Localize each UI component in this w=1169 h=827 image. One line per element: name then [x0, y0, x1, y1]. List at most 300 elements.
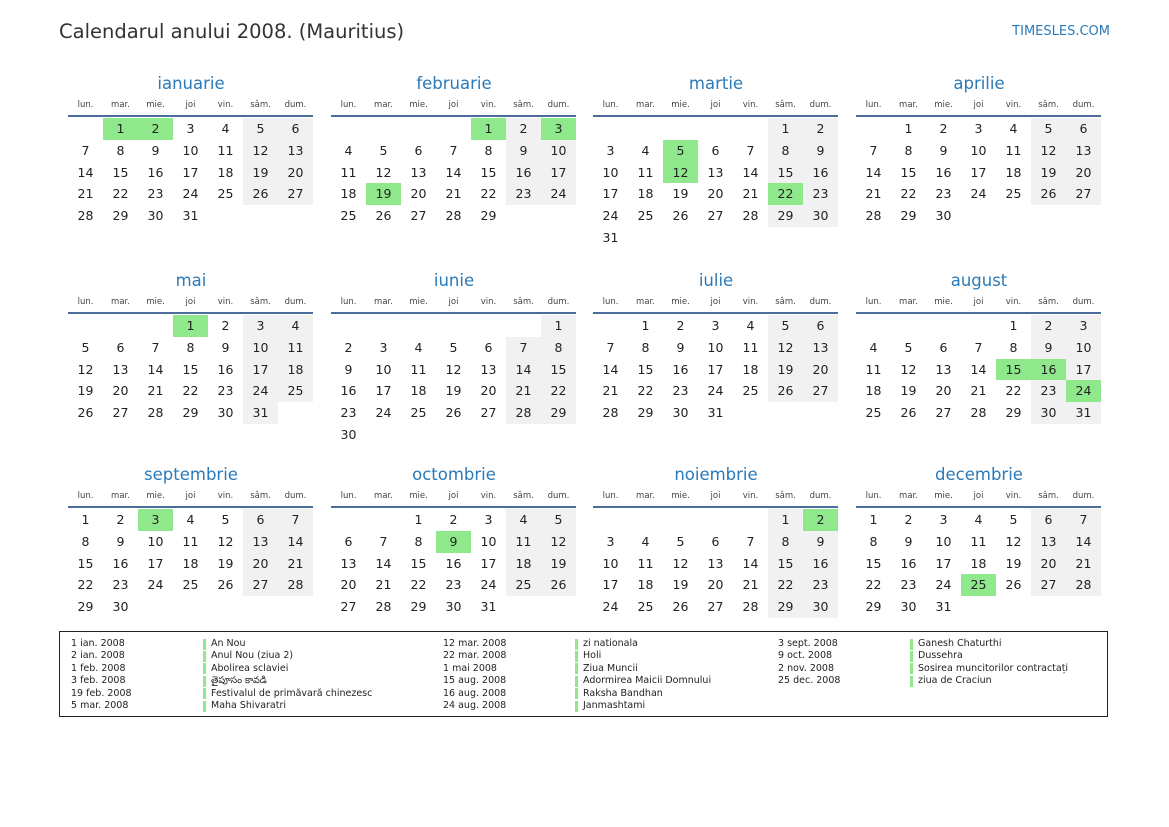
weekday-label: vin. — [1005, 100, 1022, 110]
week-row — [856, 315, 1102, 337]
day-cell: 16 — [340, 383, 357, 399]
month-name: ianuarie — [157, 74, 225, 93]
day-cell: 22 — [637, 383, 654, 399]
day-cell: 14 — [375, 555, 392, 571]
weekend-day-cell: 19 — [243, 162, 278, 184]
day-cell: 7 — [379, 533, 388, 549]
legend-column — [71, 638, 372, 712]
weekday-label: joi — [448, 297, 459, 307]
day-cell: 17 — [147, 555, 164, 571]
day-cell: 30 — [900, 599, 917, 615]
day-cell: 6 — [939, 339, 948, 355]
holiday-day-cell: 22 — [768, 183, 803, 205]
day-cell: 25 — [1005, 186, 1022, 202]
weekend-day-cell: 6 — [243, 509, 278, 531]
day-cell: 3 — [379, 339, 388, 355]
day-cell: 9 — [939, 142, 948, 158]
empty-day-cell — [768, 402, 803, 424]
day-cell: 13 — [935, 361, 952, 377]
day-cell: 31 — [480, 599, 497, 615]
day-cell: 23 — [935, 186, 952, 202]
weekday-label: vin. — [742, 297, 759, 307]
week-row — [593, 402, 839, 424]
day-cell: 29 — [865, 599, 882, 615]
legend-item — [443, 700, 711, 712]
week-row — [68, 574, 314, 596]
day-cell: 31 — [935, 599, 952, 615]
empty-day-cell — [996, 205, 1031, 227]
day-cell: 27 — [340, 599, 357, 615]
week-row — [856, 140, 1102, 162]
day-cell: 4 — [746, 318, 755, 333]
day-cell: 16 — [445, 555, 462, 571]
day-cell: 19 — [445, 383, 462, 399]
day-cell: 11 — [637, 555, 654, 571]
week-row — [593, 315, 839, 337]
month-octombrie — [331, 463, 577, 618]
day-cell: 26 — [672, 208, 689, 224]
empty-day-cell — [856, 118, 891, 140]
month-name: decembrie — [935, 465, 1023, 484]
day-cell: 28 — [602, 405, 619, 421]
weekend-day-cell: 8 — [541, 337, 576, 359]
day-cell: 6 — [711, 533, 720, 549]
weekend-day-cell: 13 — [803, 337, 838, 359]
holiday-marker — [203, 701, 206, 712]
weekend-day-cell: 1 — [768, 118, 803, 140]
day-cell: 16 — [112, 555, 129, 571]
holiday-date: 3 sept. 2008 — [778, 638, 838, 649]
weekend-day-cell: 26 — [1031, 183, 1066, 205]
holiday-name: Ziua Muncii — [583, 662, 638, 674]
header-divider — [331, 115, 576, 117]
empty-day-cell — [663, 509, 698, 531]
empty-day-cell — [506, 205, 541, 227]
day-cell: 5 — [904, 339, 913, 355]
day-cell: 25 — [637, 599, 654, 615]
holiday-marker — [575, 651, 578, 662]
weekend-day-cell: 23 — [803, 574, 838, 596]
day-cell: 2 — [449, 512, 458, 527]
weekday-label: lun. — [865, 297, 882, 307]
day-cell: 25 — [637, 208, 654, 224]
month-name: aprilie — [953, 74, 1005, 93]
day-cell: 9 — [151, 142, 160, 158]
day-cell: 16 — [217, 361, 234, 377]
empty-day-cell — [698, 227, 733, 249]
holiday-name: ziua de Craciun — [918, 675, 992, 687]
day-cell: 14 — [147, 361, 164, 377]
empty-day-cell — [733, 509, 768, 531]
empty-day-cell — [733, 402, 768, 424]
weekend-day-cell: 10 — [541, 140, 576, 162]
day-cell: 10 — [970, 142, 987, 158]
week-row — [856, 574, 1102, 596]
day-cell: 7 — [869, 142, 878, 158]
weekend-day-cell: 17 — [1066, 359, 1101, 381]
holiday-date: 2 ian. 2008 — [71, 650, 125, 662]
weekend-day-cell: 23 — [803, 183, 838, 205]
day-cell: 7 — [81, 142, 90, 158]
empty-day-cell — [996, 596, 1031, 618]
day-cell: 7 — [746, 533, 755, 549]
holiday-day-cell: 1 — [103, 118, 138, 140]
weekend-day-cell: 5 — [1031, 118, 1066, 140]
day-cell: 30 — [112, 599, 129, 615]
day-cell: 14 — [865, 164, 882, 180]
holiday-day-cell: 9 — [436, 531, 471, 553]
day-cell: 24 — [147, 577, 164, 593]
day-cell: 20 — [707, 577, 724, 593]
weekend-day-cell: 6 — [803, 315, 838, 337]
day-cell: 13 — [707, 555, 724, 571]
day-cell: 20 — [112, 383, 129, 399]
weekday-label: dum. — [547, 491, 570, 501]
weekday-label: lun. — [340, 297, 357, 307]
day-cell: 26 — [900, 405, 917, 421]
weekday-label: mar. — [899, 297, 918, 307]
holiday-name: తైపూసం కావడి — [211, 675, 267, 687]
weekday-label: sâm. — [1038, 491, 1059, 501]
day-cell: 30 — [340, 426, 357, 442]
weekend-day-cell: 12 — [243, 140, 278, 162]
weekend-day-cell: 18 — [506, 553, 541, 575]
weekday-label: dum. — [547, 297, 570, 307]
weekday-label: mar. — [374, 100, 393, 110]
header-divider — [593, 115, 838, 117]
month-august — [856, 269, 1102, 424]
weekend-day-cell: 2 — [506, 118, 541, 140]
day-cell: 6 — [414, 142, 423, 158]
weekday-label: lun. — [602, 100, 619, 110]
weekday-label: mar. — [899, 100, 918, 110]
day-cell: 26 — [77, 405, 94, 421]
day-cell: 3 — [186, 121, 195, 136]
day-cell: 4 — [869, 339, 878, 355]
holiday-legend — [59, 631, 1108, 717]
week-row — [331, 402, 577, 424]
legend-item — [443, 688, 711, 700]
week-row — [593, 359, 839, 381]
weekend-day-cell: 16 — [803, 553, 838, 575]
day-cell: 31 — [602, 229, 619, 245]
week-row — [331, 531, 577, 553]
week-row — [856, 183, 1102, 205]
empty-day-cell — [768, 227, 803, 249]
header-divider — [593, 506, 838, 508]
weekend-day-cell: 14 — [1066, 531, 1101, 553]
day-cell: 7 — [449, 142, 458, 158]
day-cell: 4 — [186, 512, 195, 527]
empty-day-cell — [506, 315, 541, 337]
week-row — [68, 118, 314, 140]
month-martie — [593, 72, 839, 249]
day-cell: 17 — [480, 555, 497, 571]
legend-item — [71, 638, 372, 650]
day-cell: 3 — [974, 121, 983, 136]
site-link[interactable]: TIMESLES.COM — [1012, 24, 1110, 39]
weekend-day-cell: 27 — [803, 380, 838, 402]
holiday-day-cell: 3 — [541, 118, 576, 140]
weekday-header — [856, 97, 1102, 113]
weekend-day-cell: 17 — [243, 359, 278, 381]
legend-item — [778, 675, 1068, 687]
week-row — [593, 509, 839, 531]
weekend-day-cell: 13 — [1066, 140, 1101, 162]
day-cell: 7 — [606, 339, 615, 355]
day-cell: 6 — [484, 339, 493, 355]
day-cell: 5 — [81, 339, 90, 355]
weekday-label: dum. — [809, 100, 832, 110]
legend-item — [71, 700, 372, 712]
weekend-day-cell: 9 — [1031, 337, 1066, 359]
day-cell: 12 — [217, 533, 234, 549]
weekday-label: vin. — [742, 491, 759, 501]
day-cell: 1 — [904, 121, 913, 136]
holiday-day-cell: 2 — [138, 118, 173, 140]
legend-item — [71, 688, 372, 700]
empty-day-cell — [471, 315, 506, 337]
weekday-label: vin. — [1005, 297, 1022, 307]
empty-day-cell — [138, 315, 173, 337]
day-cell: 11 — [742, 339, 759, 355]
empty-day-cell — [331, 118, 366, 140]
day-cell: 25 — [217, 186, 234, 202]
day-cell: 25 — [865, 405, 882, 421]
day-cell: 17 — [602, 186, 619, 202]
day-cell: 31 — [707, 405, 724, 421]
empty-day-cell — [961, 596, 996, 618]
weekday-label: lun. — [340, 491, 357, 501]
empty-day-cell — [593, 509, 628, 531]
month-name: octombrie — [412, 465, 496, 484]
day-cell: 1 — [869, 512, 878, 527]
day-cell: 16 — [672, 361, 689, 377]
week-row — [856, 359, 1102, 381]
day-cell: 29 — [900, 208, 917, 224]
holiday-marker — [575, 676, 578, 687]
day-cell: 19 — [672, 186, 689, 202]
day-cell: 12 — [445, 361, 462, 377]
weekday-label: sâm. — [250, 491, 271, 501]
day-cell: 13 — [112, 361, 129, 377]
holiday-marker — [575, 688, 578, 699]
day-cell: 5 — [379, 142, 388, 158]
week-row — [68, 359, 314, 381]
weekend-day-cell: 19 — [768, 359, 803, 381]
week-row — [593, 574, 839, 596]
day-cell: 13 — [480, 361, 497, 377]
month-mai — [68, 269, 314, 424]
weekend-day-cell: 5 — [768, 315, 803, 337]
weekend-day-cell: 28 — [506, 402, 541, 424]
day-cell: 17 — [182, 164, 199, 180]
weekend-day-cell: 24 — [243, 380, 278, 402]
day-cell: 4 — [344, 142, 353, 158]
day-cell: 21 — [865, 186, 882, 202]
day-cell: 26 — [375, 208, 392, 224]
holiday-day-cell: 2 — [803, 509, 838, 531]
day-cell: 20 — [707, 186, 724, 202]
day-cell: 14 — [445, 164, 462, 180]
week-row — [593, 140, 839, 162]
weekday-label: mie. — [146, 100, 165, 110]
empty-day-cell — [733, 118, 768, 140]
empty-day-cell — [891, 315, 926, 337]
day-cell: 28 — [147, 405, 164, 421]
holiday-marker — [910, 651, 913, 662]
holiday-date: 16 aug. 2008 — [443, 687, 507, 699]
day-cell: 10 — [375, 361, 392, 377]
weekday-label: dum. — [547, 100, 570, 110]
weekday-header — [593, 97, 839, 113]
weekend-day-cell: 27 — [278, 183, 313, 205]
weekend-day-cell: 13 — [278, 140, 313, 162]
week-row — [593, 205, 839, 227]
weekend-day-cell: 27 — [1066, 183, 1101, 205]
day-cell: 8 — [869, 533, 878, 549]
weekend-day-cell: 28 — [1066, 574, 1101, 596]
weekend-day-cell: 30 — [1031, 402, 1066, 424]
day-cell: 24 — [707, 383, 724, 399]
week-row — [331, 359, 577, 381]
day-cell: 9 — [221, 339, 230, 355]
day-cell: 24 — [480, 577, 497, 593]
weekend-day-cell: 26 — [768, 380, 803, 402]
weekend-day-cell: 10 — [243, 337, 278, 359]
weekend-day-cell: 1 — [768, 509, 803, 531]
weekend-day-cell: 8 — [768, 531, 803, 553]
weekday-label: mie. — [934, 297, 953, 307]
day-cell: 20 — [935, 383, 952, 399]
weekend-day-cell: 15 — [541, 359, 576, 381]
holiday-name: Festivalul de primăvară chinezesc — [211, 687, 373, 699]
empty-day-cell — [961, 315, 996, 337]
weekday-label: dum. — [1072, 100, 1095, 110]
holiday-day-cell: 1 — [173, 315, 208, 337]
empty-day-cell — [628, 227, 663, 249]
weekend-day-cell: 13 — [1031, 531, 1066, 553]
day-cell: 18 — [340, 186, 357, 202]
day-cell: 17 — [375, 383, 392, 399]
week-row — [331, 162, 577, 184]
weekday-label: mar. — [636, 100, 655, 110]
week-row — [856, 337, 1102, 359]
day-cell: 18 — [1005, 164, 1022, 180]
legend-item — [778, 638, 1068, 650]
holiday-date: 19 feb. 2008 — [71, 687, 132, 699]
weekend-day-cell: 4 — [506, 509, 541, 531]
day-cell: 15 — [637, 361, 654, 377]
day-cell: 14 — [77, 164, 94, 180]
day-cell: 29 — [480, 208, 497, 224]
weekday-label: mie. — [934, 491, 953, 501]
day-cell: 18 — [410, 383, 427, 399]
weekday-label: mie. — [671, 297, 690, 307]
weekday-label: vin. — [480, 100, 497, 110]
weekend-day-cell: 21 — [278, 553, 313, 575]
day-cell: 28 — [445, 208, 462, 224]
weekday-label: mie. — [409, 297, 428, 307]
day-cell: 9 — [904, 533, 913, 549]
empty-day-cell — [506, 424, 541, 446]
weekend-day-cell: 10 — [1066, 337, 1101, 359]
day-cell: 26 — [1005, 577, 1022, 593]
week-row — [331, 509, 577, 531]
holiday-day-cell: 25 — [961, 574, 996, 596]
week-row — [593, 596, 839, 618]
header-divider — [856, 312, 1101, 314]
weekend-day-cell: 25 — [506, 574, 541, 596]
empty-day-cell — [243, 596, 278, 618]
weekday-label: vin. — [480, 491, 497, 501]
weekend-day-cell: 7 — [278, 509, 313, 531]
weekday-label: mar. — [111, 100, 130, 110]
empty-day-cell — [628, 118, 663, 140]
weekend-day-cell: 23 — [506, 183, 541, 205]
day-cell: 11 — [865, 361, 882, 377]
holiday-day-cell: 24 — [1066, 380, 1101, 402]
weekday-header — [68, 294, 314, 310]
day-cell: 27 — [480, 405, 497, 421]
day-cell: 21 — [445, 186, 462, 202]
empty-day-cell — [698, 118, 733, 140]
empty-day-cell — [366, 424, 401, 446]
month-name: august — [950, 271, 1008, 290]
day-cell: 19 — [77, 383, 94, 399]
weekday-label: mar. — [636, 297, 655, 307]
week-row — [68, 205, 314, 227]
day-cell: 27 — [935, 405, 952, 421]
weekend-day-cell: 22 — [768, 574, 803, 596]
week-row — [593, 118, 839, 140]
day-cell: 9 — [676, 339, 685, 355]
week-row — [331, 315, 577, 337]
day-cell: 19 — [900, 383, 917, 399]
holiday-day-cell: 15 — [996, 359, 1031, 381]
weekday-label: lun. — [865, 491, 882, 501]
weekday-header — [331, 294, 577, 310]
empty-day-cell — [1031, 596, 1066, 618]
weekend-day-cell: 20 — [1031, 553, 1066, 575]
day-cell: 24 — [970, 186, 987, 202]
weekday-header — [68, 488, 314, 504]
header-divider — [331, 312, 576, 314]
weekday-label: joi — [710, 297, 721, 307]
day-cell: 24 — [602, 208, 619, 224]
holiday-date: 1 feb. 2008 — [71, 662, 126, 674]
day-cell: 10 — [602, 555, 619, 571]
week-row — [68, 509, 314, 531]
holiday-name: Ganesh Chaturthi — [918, 638, 1002, 649]
day-cell: 23 — [445, 577, 462, 593]
day-cell: 11 — [1005, 142, 1022, 158]
day-cell: 11 — [182, 533, 199, 549]
weekend-day-cell: 19 — [541, 553, 576, 575]
day-cell: 6 — [116, 339, 125, 355]
header-divider — [856, 506, 1101, 508]
week-row — [68, 553, 314, 575]
holiday-day-cell: 1 — [471, 118, 506, 140]
empty-day-cell — [103, 315, 138, 337]
weekday-label: joi — [448, 491, 459, 501]
holiday-name: Janmashtami — [583, 699, 646, 711]
holiday-name: Raksha Bandhan — [583, 687, 663, 699]
holiday-name: Adormirea Maicii Domnului — [583, 675, 712, 687]
week-row — [856, 402, 1102, 424]
day-cell: 25 — [340, 208, 357, 224]
day-cell: 25 — [742, 383, 759, 399]
